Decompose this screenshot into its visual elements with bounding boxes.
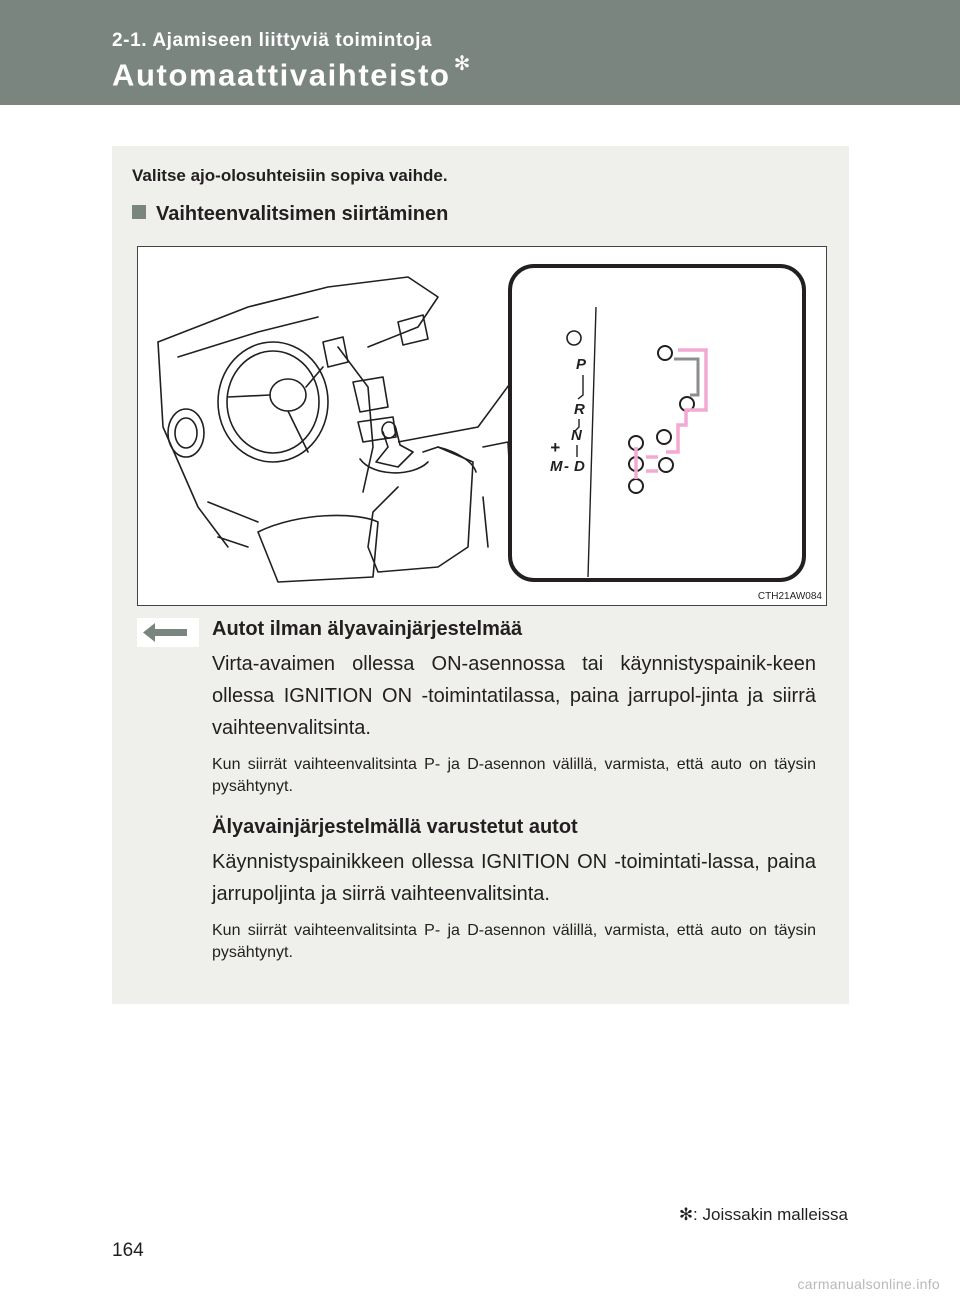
block-with-smart-key [212,814,816,964]
intro-text: Valitse ajo-olosuhteisiin sopiva vaihde. [132,166,448,185]
page-title-text: Automaattivaihteisto [112,57,451,93]
block-paragraph: Virta-avaimen ollessa ON-asennossa tai käynnistyspainik-keen ollessa IGNITION ON -toimintatilassa, paina jarrupol-jinta ja siirrä vaihteenvalitsinta. [212,653,816,739]
figure-code: CTH21AW084 [757,591,822,602]
block-without-smart-key [212,616,816,798]
subheading-text: Vaihteenvalitsimen siirtäminen [156,203,449,225]
block-paragraph: Käynnistyspainikkeen ollessa IGNITION ON -toimintati-lassa, paina jarrupoljinta ja siirrä vaihteenvalitsinta. [212,851,816,905]
left-arrow-icon [137,618,199,647]
gear-label-plus: + [550,438,560,457]
page-title [112,55,472,93]
footnote: ✻: Joissakin malleissa [678,1205,848,1224]
section-title: 2-1. Ajamiseen liittyviä toimintoja [112,30,433,51]
chapter-header [0,0,960,105]
page-number: 164 [112,1240,144,1261]
watermark: carmanualsonline.info [797,1276,940,1292]
gear-label-minus: - [564,458,569,475]
gear-label-n: N [571,427,582,444]
square-bullet-icon [132,205,146,219]
arrow-tab [137,618,199,647]
shift-lever-illustration [137,246,827,606]
block-heading: Älyavainjärjestelmällä varustetut autot [212,816,578,838]
block-heading: Autot ilman älyavainjärjestelmää [212,618,523,640]
illustration-svg [138,247,826,605]
car-interior-drawing [158,277,510,582]
subheading [132,203,448,226]
block-note: Kun siirrät vaihteenvalitsinta P- ja D-asennon välillä, varmista, että auto on täysin pysähtynyt. [212,756,816,795]
leader-line [398,370,520,442]
gear-label-r: R [574,401,585,418]
block-note: Kun siirrät vaihteenvalitsinta P- ja D-asennon välillä, varmista, että auto on täysin pysähtynyt. [212,922,816,961]
gear-label-d: D [574,458,585,475]
title-asterisk: ✻ [453,53,472,75]
gear-label-m: M [550,458,563,475]
inset-frame [510,266,804,580]
gear-label-p: P [576,356,587,373]
